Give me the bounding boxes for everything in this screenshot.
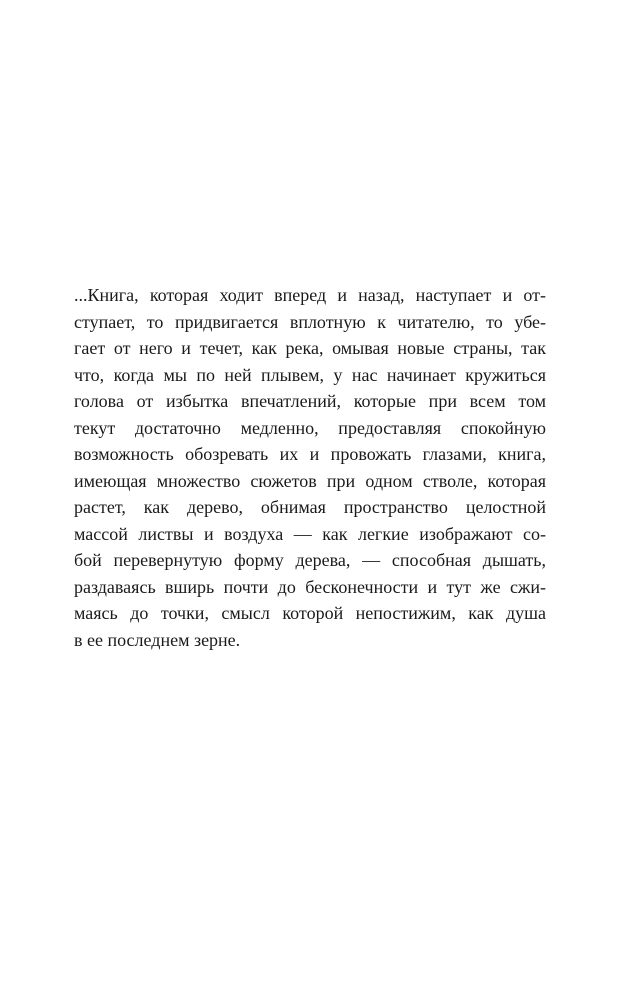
epigraph-line-2: ступает, то придвигается вплотную к читателю, то убе- — [74, 311, 546, 332]
epigraph-line-12: раздаваясь вширь почти до бесконечности и тут же сжи- — [74, 576, 546, 597]
epigraph-paragraph — [74, 282, 546, 653]
epigraph-line-10: массой листвы и воздуха — как легкие изображают со- — [74, 523, 546, 544]
epigraph-line-5: голова от избытка впечатлений, которые при всем том — [74, 391, 546, 411]
epigraph-line-14: в ее последнем зерне. — [74, 629, 241, 650]
epigraph-line-4: что, когда мы по ней плывем, у нас начинает кружиться — [74, 364, 546, 385]
epigraph-line-6: текут достаточно медленно, предоставляя спокойную — [74, 417, 546, 438]
epigraph-line-1: ...Книга, которая ходит вперед и назад, наступает и от- — [74, 285, 546, 305]
epigraph-line-8: имеющая множество сюжетов при одном стволе, которая — [74, 470, 546, 491]
epigraph-line-3: гает от него и течет, как река, омывая новые страны, так — [74, 338, 546, 358]
epigraph-line-9: растет, как дерево, обнимая пространство целостной — [74, 497, 546, 517]
epigraph-line-11: бой перевернутую форму дерева, — способная дышать, — [74, 550, 546, 570]
epigraph-line-13: маясь до точки, смысл которой непостижим, как душа — [74, 603, 546, 623]
epigraph-line-7: возможность обозревать их и провожать глазами, книга, — [74, 444, 546, 464]
